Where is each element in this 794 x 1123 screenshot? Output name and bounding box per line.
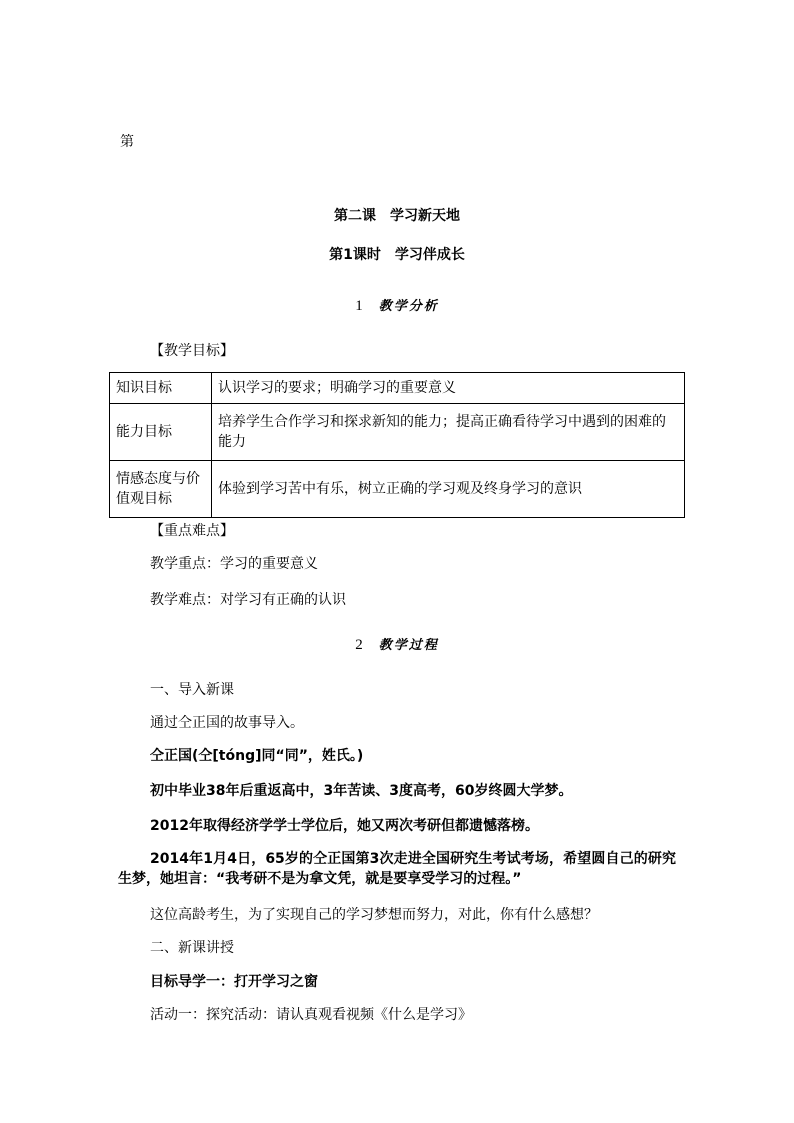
goal-content: 认识学习的要求；明确学习的重要意义 [212,373,685,404]
difficult-point: 教学难点：对学习有正确的认识 [150,592,346,608]
story-line-1: 初中毕业38年后重返高中，3年苦读、3度高考，60岁终圆大学梦。 [150,783,573,799]
keypoints-heading: 【重点难点】 [150,523,234,539]
goal1-heading: 目标导学一：打开学习之窗 [150,974,318,990]
goals-heading: 【教学目标】 [150,343,234,359]
section-heading-process [0,634,794,654]
goal-label: 情感态度与价值观目标 [110,461,212,518]
key-point: 教学重点：学习的重要意义 [150,556,318,572]
lesson-title: 第二课 学习新天地 [334,208,460,224]
goal-content: 体验到学习苦中有乐，树立正确的学习观及终身学习的意识 [212,461,685,518]
section-heading-analysis [0,295,794,315]
intro-text: 通过仝正国的故事导入。 [150,715,304,731]
period-title: 第1课时 学习伴成长 [329,247,465,263]
part1-heading: 一、导入新课 [150,682,234,698]
goals-table [109,372,685,518]
goal-content: 培养学生合作学习和探求新知的能力；提高正确看待学习中遇到的困难的能力 [212,404,685,461]
header-char: 第 [120,134,134,150]
goal-label: 能力目标 [110,404,212,461]
question-text: 这位高龄考生，为了实现自己的学习梦想而努力，对此，你有什么感想？ [150,907,598,923]
table-row [110,461,685,518]
section-number: 2 [355,637,365,653]
section-title: 教学过程 [378,638,439,653]
activity1-text: 活动一：探究活动：请认真观看视频《什么是学习》 [150,1007,472,1023]
part2-heading: 二、新课讲授 [150,940,234,956]
table-row [110,404,685,461]
story-line-2: 2012年取得经济学学士学位后，她又两次考研但都遗憾落榜。 [150,818,539,834]
story-line-3: 2014年1月4日，65岁的仝正国第3次走进全国研究生考试考场，希望圆自己的研究生梦，她坦言：“我考研不是为拿文凭，就是要享受学习的过程。” [118,851,676,887]
section-title: 教学分析 [378,299,439,314]
goal-label: 知识目标 [110,373,212,404]
table-row [110,373,685,404]
name-note: 仝正国(仝[tóng]同“同”，姓氏。) [150,748,364,764]
section-number: 1 [355,298,365,314]
